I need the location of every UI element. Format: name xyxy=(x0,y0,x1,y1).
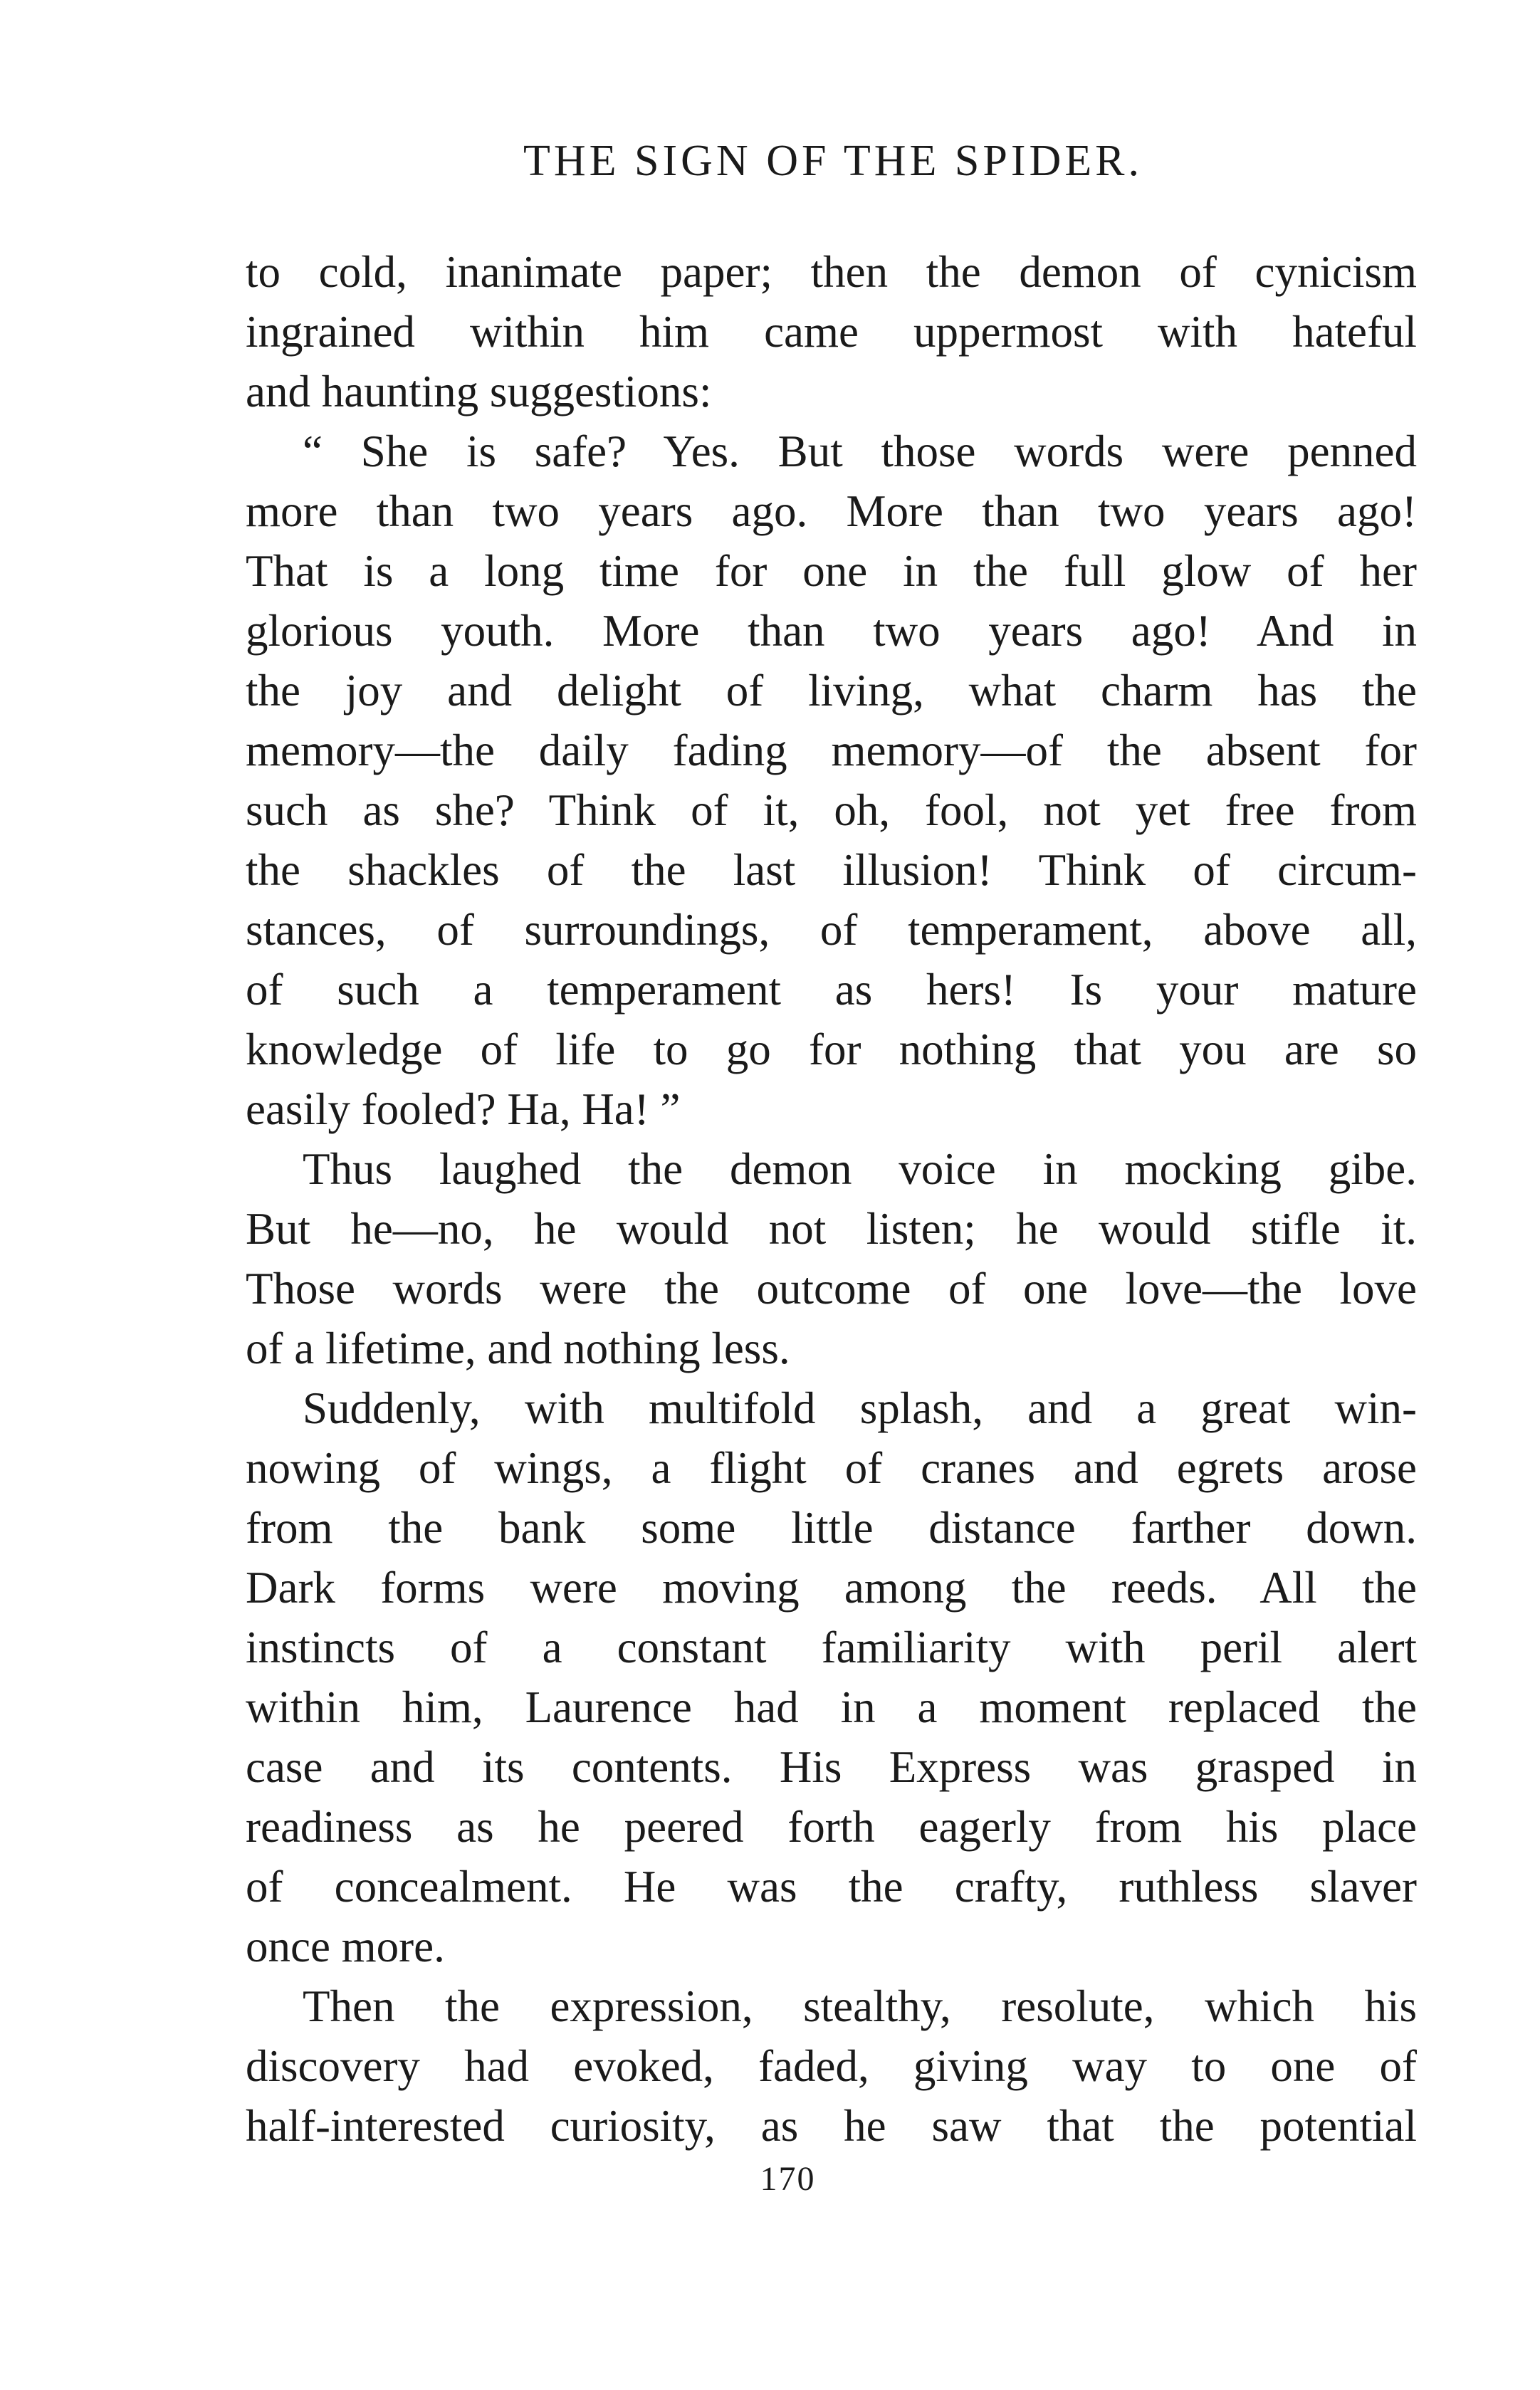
text-line: of concealment. He was the crafty, ruthless slaver xyxy=(246,1862,1417,1912)
text-line: ingrained within him came uppermost with hateful xyxy=(246,307,1417,357)
text-line: half-interested curiosity, as he saw that the potential xyxy=(246,2101,1417,2151)
text-line: “ She is safe? Yes. But those words were penned xyxy=(303,426,1417,476)
text-line: stances, of surroundings, of temperament, above all, xyxy=(246,905,1417,955)
text-line: Then the expression, stealthy, resolute, which his xyxy=(303,1981,1417,2031)
body-text xyxy=(246,242,1417,2156)
text-line: Suddenly, with multifold splash, and a great win- xyxy=(303,1383,1417,1433)
text-line: of such a temperament as hers! Is your mature xyxy=(246,965,1417,1015)
text-line: and haunting suggestions: xyxy=(246,367,712,416)
text-line: glorious youth. More than two years ago! And in xyxy=(246,606,1417,656)
text-line: once more. xyxy=(246,1922,445,1971)
text-line: the shackles of the last illusion! Think of circum- xyxy=(246,845,1417,895)
text-line: nowing of wings, a flight of cranes and egrets arose xyxy=(246,1443,1417,1493)
text-line: discovery had evoked, faded, giving way to one of xyxy=(246,2041,1417,2091)
text-line: instincts of a constant familiarity with peril alert xyxy=(246,1623,1417,1672)
text-line: readiness as he peered forth eagerly from his place xyxy=(246,1802,1417,1852)
text-line: such as she? Think of it, oh, fool, not yet free from xyxy=(246,785,1417,835)
running-head-title: THE SIGN OF THE SPIDER. xyxy=(523,137,1143,185)
text-line: easily fooled? Ha, Ha! ” xyxy=(246,1084,681,1134)
text-line: memory—the daily fading memory—of the absent for xyxy=(246,725,1417,775)
text-line: That is a long time for one in the full glow of her xyxy=(246,546,1417,596)
text-line: Thus laughed the demon voice in mocking gibe. xyxy=(303,1144,1417,1194)
text-line: Dark forms were moving among the reeds. All the xyxy=(246,1563,1417,1613)
text-line: more than two years ago. More than two years ago! xyxy=(246,486,1417,536)
text-line: to cold, inanimate paper; then the demon of cynicism xyxy=(246,247,1417,297)
text-line: the joy and delight of living, what charm has the xyxy=(246,666,1417,716)
text-line: within him, Laurence had in a moment replaced the xyxy=(246,1682,1417,1732)
text-line: But he—no, he would not listen; he would stifle it. xyxy=(246,1204,1417,1254)
text-line: from the bank some little distance farther down. xyxy=(246,1503,1417,1553)
text-line: case and its contents. His Express was grasped in xyxy=(246,1742,1417,1792)
text-line: Those words were the outcome of one love—the love xyxy=(246,1264,1417,1314)
text-line: of a lifetime, and nothing less. xyxy=(246,1324,790,1373)
text-line: knowledge of life to go for nothing that you are so xyxy=(246,1024,1417,1074)
page-number: 170 xyxy=(760,2160,816,2198)
